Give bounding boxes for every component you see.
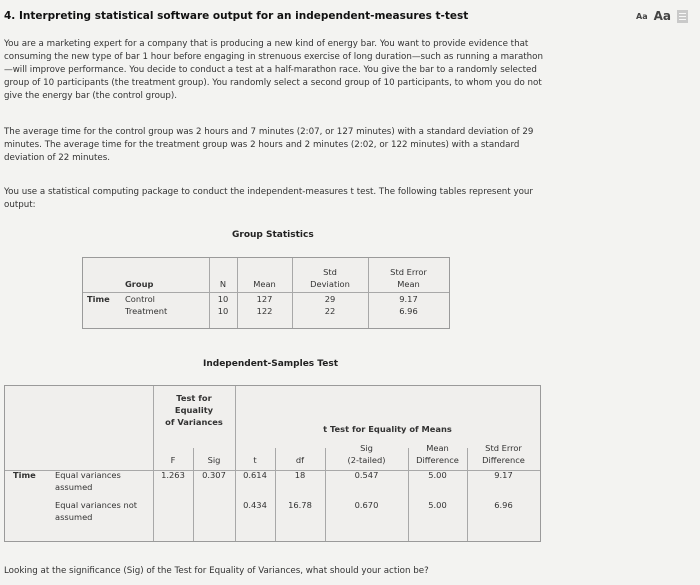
n-header: N	[219, 279, 227, 289]
se-header-line2: Mean	[397, 279, 420, 289]
table-row-group: Control	[125, 294, 155, 304]
table-cell-mean: 122	[256, 306, 273, 316]
font-tools	[636, 9, 688, 23]
table-cell-md: 5.00	[428, 500, 447, 510]
question-prompt: Looking at the significance (Sig) of the Test for Equality of Variances, what should your action be?	[4, 566, 429, 576]
levene-header-line2: Equality	[174, 405, 214, 415]
table-row-label-line1: Equal variances	[55, 470, 121, 480]
decrease-font-button[interactable]: Aa	[636, 11, 648, 21]
table-cell-sig2: 0.670	[354, 500, 379, 510]
f-header: F	[170, 455, 176, 465]
table-row-group: Treatment	[125, 306, 168, 316]
averages-paragraph: The average time for the control group was 2 hours and 7 minutes (2:07, or 127 minutes) with a standard deviation of 29 minutes. The average time for the treatment group was 2 hours and 2 minutes (2:02, or 122 minutes) with a standard deviation of 22 minutes.	[4, 127, 534, 163]
md-header-line1: Mean	[426, 443, 449, 453]
scenario-paragraph: You are a marketing expert for a company that is producing a new kind of energy bar. You want to provide evidence that consuming the new type of bar 1 hour before engaging in strenuous exercise of long duration—such as running a marathon—will improve performance. You decide to conduct a test at a half-marathon race. You give the bar to a randomly selected group of 10 participants (the treatment group). You randomly select a second group of 10 participants, to whom you do not give the energy bar (the control group).	[4, 39, 544, 101]
table-cell-df: 18	[294, 470, 306, 480]
independent-samples-table	[4, 385, 541, 542]
table-cell-sig: 0.307	[202, 470, 226, 480]
question-title: 4. Interpreting statistical software output for an independent-measures t-test	[4, 10, 469, 22]
sed-header-line1: Std Error	[485, 443, 522, 453]
levene-header-line3: of Variances	[165, 417, 223, 427]
group-statistics-table	[82, 257, 450, 329]
ttest-header: t Test for Equality of Means	[323, 424, 452, 434]
table-cell-md: 5.00	[428, 470, 447, 480]
row-label-time: Time	[13, 470, 36, 480]
sig2-header-line2: (2-tailed)	[347, 455, 386, 465]
table-row-label-line2: assumed	[55, 512, 93, 522]
se-header-line1: Std Error	[390, 267, 427, 277]
output-intro-paragraph: You use a statistical computing package to conduct the independent-measures t test. The following tables represent your output:	[4, 187, 534, 210]
sd-header-line2: Deviation	[310, 279, 350, 289]
group-header: Group	[125, 279, 154, 289]
table-cell-n: 10	[217, 306, 229, 316]
table-cell-se: 6.96	[399, 306, 418, 316]
sig-header: Sig	[207, 455, 221, 465]
md-header-line2: Difference	[416, 455, 459, 465]
table-cell-sd: 29	[324, 294, 336, 304]
table-cell-sig2: 0.547	[354, 470, 379, 480]
table-cell-sd: 22	[324, 306, 336, 316]
independent-samples-caption: Independent-Samples Test	[203, 359, 339, 369]
table-cell-t: 0.614	[243, 470, 267, 480]
table-row-label-line1: Equal variances not	[55, 500, 138, 510]
table-cell-sed: 6.96	[494, 500, 513, 510]
df-header: df	[295, 455, 305, 465]
table-cell-mean: 127	[256, 294, 273, 304]
sed-header-line2: Difference	[482, 455, 525, 465]
table-cell-df: 16.78	[288, 500, 312, 510]
sig2-header-line1: Sig	[360, 443, 373, 453]
table-cell-n: 10	[217, 294, 229, 304]
table-cell-t: 0.434	[243, 500, 267, 510]
table-cell-se: 9.17	[399, 294, 418, 304]
document-icon[interactable]	[677, 10, 688, 23]
row-label-time: Time	[87, 294, 110, 304]
table-cell-sed: 9.17	[494, 470, 513, 480]
mean-header: Mean	[253, 279, 276, 289]
levene-header-line1: Test for	[176, 393, 212, 403]
group-statistics-caption: Group Statistics	[232, 230, 314, 240]
table-cell-f: 1.263	[161, 470, 185, 480]
increase-font-button[interactable]: Aa	[653, 9, 671, 23]
t-header: t	[253, 455, 257, 465]
sd-header-line1: Std	[323, 267, 337, 277]
table-row-label-line2: assumed	[55, 482, 93, 492]
